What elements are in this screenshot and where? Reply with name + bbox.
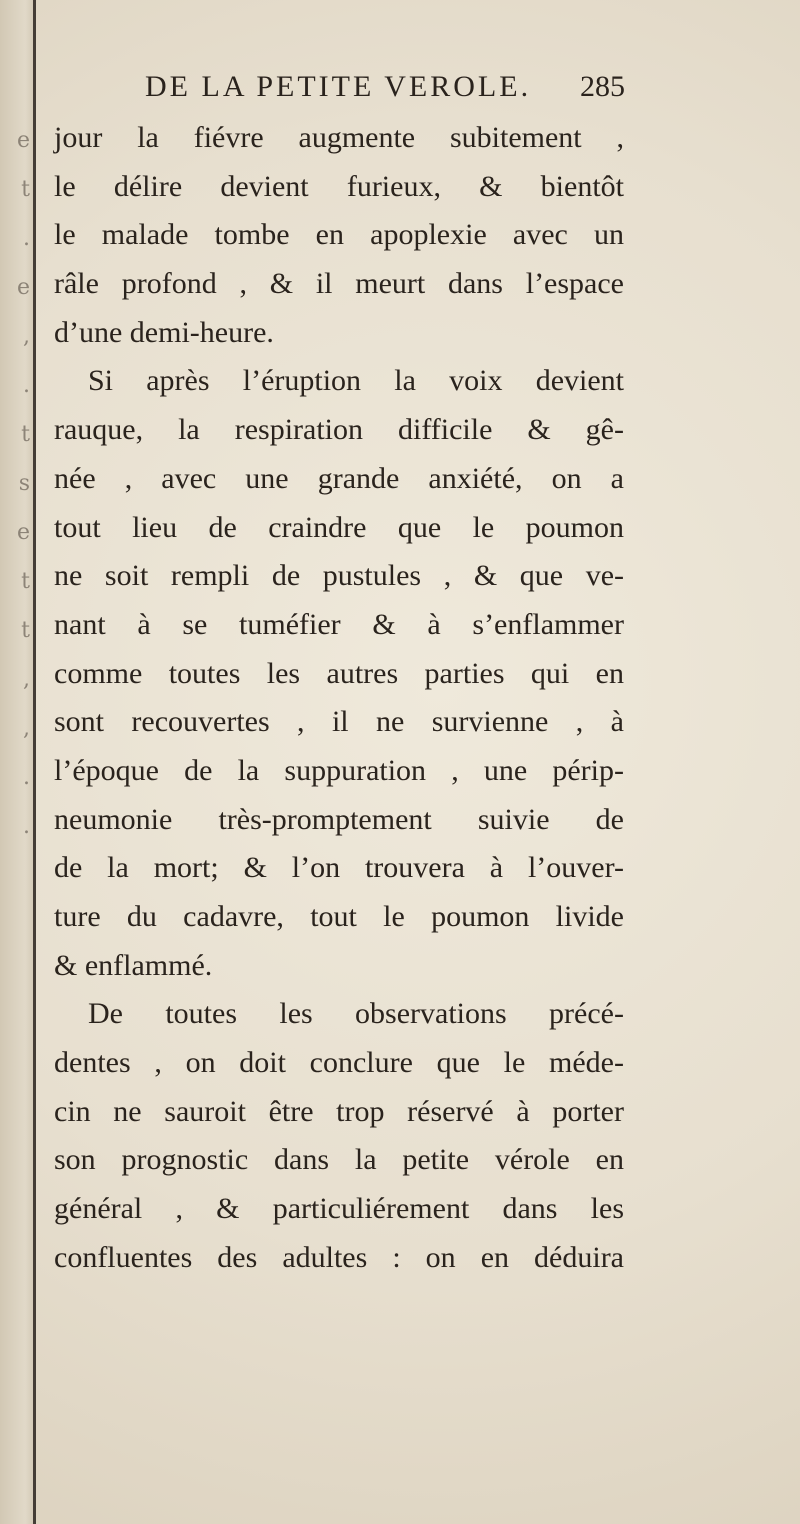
- bleed-glyph: t: [21, 422, 30, 447]
- bleed-glyph: t: [21, 569, 30, 594]
- bleed-glyph: t: [21, 618, 30, 643]
- text-line: l’époque de la suppuration , une périp-: [54, 753, 624, 787]
- bleed-glyph: e: [16, 275, 30, 300]
- page-header: [145, 62, 645, 112]
- text-line: née , avec une grande anxiété, on a: [54, 461, 624, 495]
- text-line: le malade tombe en apoplexie avec un: [54, 218, 624, 252]
- text-line: & enflammé.: [54, 948, 213, 982]
- page-gutter: [0, 0, 36, 1524]
- body-text: [54, 114, 624, 1283]
- text-line: de la mort; & l’on trouvera à l’ouver-: [54, 851, 624, 885]
- bleed-glyph: e: [16, 520, 30, 545]
- text-line: râle profond , & il meurt dans l’espace: [54, 267, 624, 301]
- bleed-glyph: e: [16, 128, 30, 153]
- text-line: d’une demi-heure.: [54, 315, 274, 349]
- text-line: confluentes des adultes : on en déduira: [54, 1240, 624, 1274]
- text-line: tout lieu de craindre que le poumon: [54, 510, 624, 544]
- text-line: ture du cadavre, tout le poumon livide: [54, 900, 624, 933]
- bleed-glyph: t: [21, 177, 30, 202]
- bleed-glyph: .: [23, 226, 30, 251]
- bleed-glyph: .: [23, 765, 30, 790]
- text-line: jour la fiévre augmente subitement ,: [54, 121, 624, 154]
- bleed-glyph: ,: [23, 667, 30, 692]
- text-line: comme toutes les autres parties qui en: [54, 656, 624, 690]
- text-line: rauque, la respiration difficile & gê-: [54, 413, 624, 447]
- binding-edge: [33, 0, 36, 1524]
- bleed-glyph: .: [23, 814, 30, 839]
- bleed-glyph: ,: [23, 324, 30, 349]
- running-title: DE LA PETITE VEROLE.: [145, 70, 532, 103]
- text-line: nant à se tuméfier & à s’enflammer: [54, 607, 624, 641]
- text-line: le délire devient furieux, & bientôt: [54, 169, 624, 203]
- text-line: Si après l’éruption la voix devient: [88, 364, 624, 398]
- text-line: sont recouvertes , il ne survienne , à: [54, 705, 624, 739]
- bleed-glyph: s: [18, 471, 30, 496]
- text-line: neumonie très-promptement suivie de: [54, 802, 624, 836]
- text-line: dentes , on doit conclure que le méde-: [54, 1046, 624, 1080]
- text-line: général , & particuliérement dans les: [54, 1192, 624, 1226]
- page-number: 285: [580, 70, 625, 103]
- bleed-glyph: .: [23, 373, 30, 398]
- text-line: cin ne sauroit être trop réservé à porter: [54, 1094, 624, 1128]
- text-line: son prognostic dans la petite vérole en: [54, 1143, 624, 1177]
- text-line: De toutes les observations précé-: [88, 997, 624, 1031]
- bleed-glyph: ,: [23, 716, 30, 741]
- text-line: ne soit rempli de pustules , & que ve-: [54, 559, 624, 593]
